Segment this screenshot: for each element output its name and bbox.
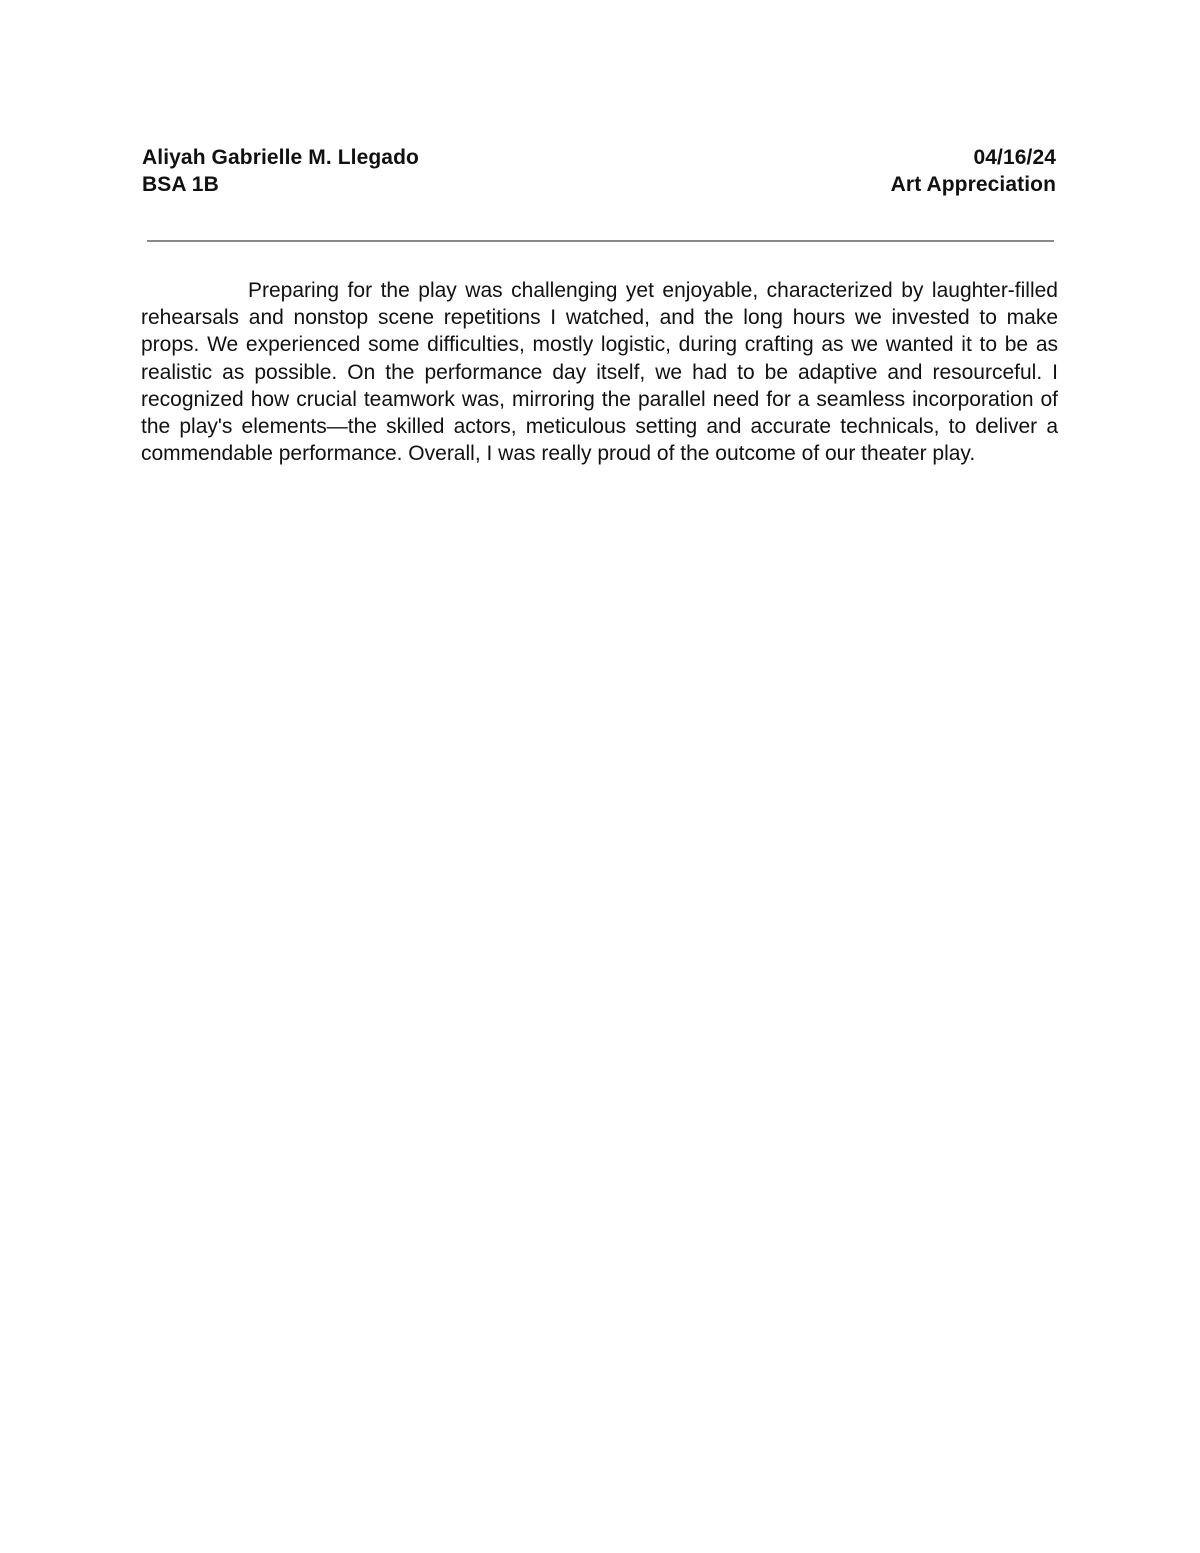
- reflection-paragraph: Preparing for the play was challenging yet enjoyable, characterized by laughter-filled rehearsals and nonstop scene repetitions I watched, and the long hours we invested to make props. We experienced some difficulties, mostly logistic, during crafting as we wanted it to be as realistic as possible. On the performance day itself, we had to be adaptive and resourceful. I recognized how crucial teamwork was, mirroring the parallel need for a seamless incorporation of the play's elements—the skilled actors, meticulous setting and accurate technicals, to deliver a commendable performance. Overall, I was really proud of the outcome of our theater play.: [141, 279, 1058, 466]
- header-row-1: [142, 144, 1056, 171]
- header-row-2: [142, 171, 1056, 198]
- student-section: BSA 1B: [142, 173, 219, 196]
- course-subject: Art Appreciation: [890, 173, 1056, 196]
- document-header: [142, 144, 1056, 198]
- student-name: Aliyah Gabrielle M. Llegado: [142, 146, 419, 169]
- header-divider: [147, 240, 1054, 242]
- submission-date: 04/16/24: [973, 146, 1056, 169]
